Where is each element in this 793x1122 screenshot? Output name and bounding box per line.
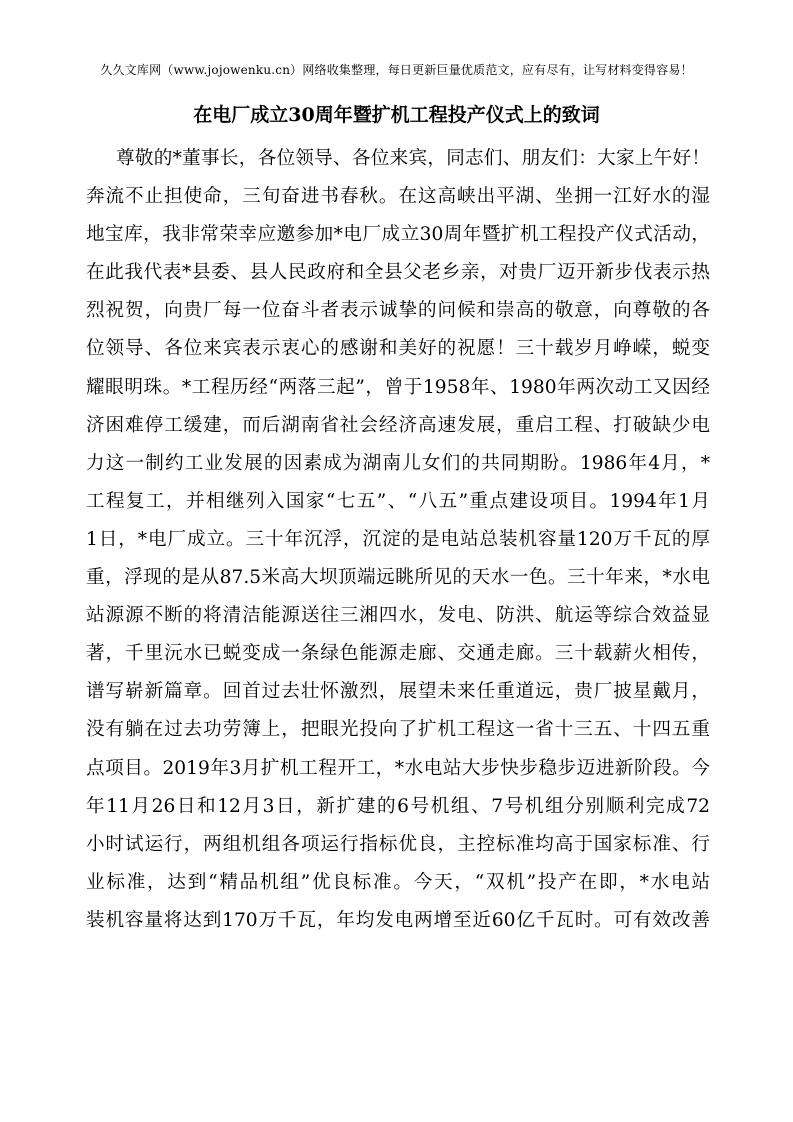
text-line: 工程复工，并相继列入国家“七五”、“八五”重点建设项目。1994年1月: [86, 490, 710, 512]
text-line: 尊敬的*董事长，各位领导、各位来宾，同志们、朋友们：大家上午好！: [116, 148, 710, 169]
text-line: 耀眼明珠。*工程历经“两落三起”，曾于1958年、1980年两次动工又因经: [86, 376, 710, 398]
text-line: 年11月26日和12月3日，新扩建的6号机组、7号机组分别顺利完成72: [86, 795, 710, 817]
text-line: 装机容量将达到170万千瓦，年均发电两增至近60亿千瓦时。可有效改善: [86, 909, 710, 931]
text-line: 地宝库，我非常荣幸应邀参加*电厂成立30周年暨扩机工程投产仪式活动，: [86, 224, 710, 246]
text-line: 没有躺在过去功劳簿上，把眼光投向了扩机工程这一省十三五、十四五重: [86, 719, 710, 741]
text-line: 业标准，达到“精品机组”优良标准。今天，“双机”投产在即，*水电站: [86, 871, 710, 893]
text-line: 著，千里沅水已蜕变成一条绿色能源走廊、交通走廊。三十载薪火相传，: [86, 643, 710, 665]
text-line: 奔流不止担使命，三旬奋进书春秋。在这高峡出平湖、坐拥一江好水的湿: [86, 186, 710, 208]
text-line: 济困难停工缓建，而后湖南省社会经济高速发展，重启工程、打破缺少电: [86, 414, 710, 436]
text-line: 在此我代表*县委、县人民政府和全县父老乡亲，对贵厂迈开新步伐表示热: [86, 262, 710, 284]
text-line: 1日，*电厂成立。三十年沉浮，沉淀的是电站总装机容量120万千瓦的厚: [86, 528, 710, 550]
text-line: 烈祝贺，向贵厂每一位奋斗者表示诚挚的问候和崇高的敬意，向尊敬的各: [86, 300, 710, 322]
text-line: 小时试运行，两组机组各项运行指标优良，主控标准均高于国家标准、行: [86, 833, 710, 855]
text-line: 点项目。2019年3月扩机工程开工，*水电站大步快步稳步迈进新阶段。今: [86, 757, 710, 779]
text-line: 重，浮现的是从87.5米高大坝顶端远眺所见的天水一色。三十年来，*水电: [86, 567, 710, 589]
body-text: [86, 140, 710, 940]
page-title: 在电厂成立30周年暨扩机工程投产仪式上的致词: [193, 104, 600, 126]
source-banner: 久久文库网（www.jojowenku.cn）网络收集整理，每日更新巨量优质范文，应有尽有，让写材料变得容易！: [100, 63, 693, 77]
text-line: 位领导、各位来宾表示衷心的感谢和美好的祝愿！三十载岁月峥嵘，蜕变: [86, 338, 710, 360]
text-line: 站源源不断的将清洁能源送往三湘四水，发电、防洪、航运等综合效益显: [86, 605, 710, 627]
text-line: 谱写崭新篇章。回首过去壮怀激烈，展望未来任重道远，贵厂披星戴月，: [86, 681, 710, 703]
text-line: 力这一制约工业发展的因素成为湖南儿女们的共同期盼。1986年4月，*: [86, 452, 710, 474]
